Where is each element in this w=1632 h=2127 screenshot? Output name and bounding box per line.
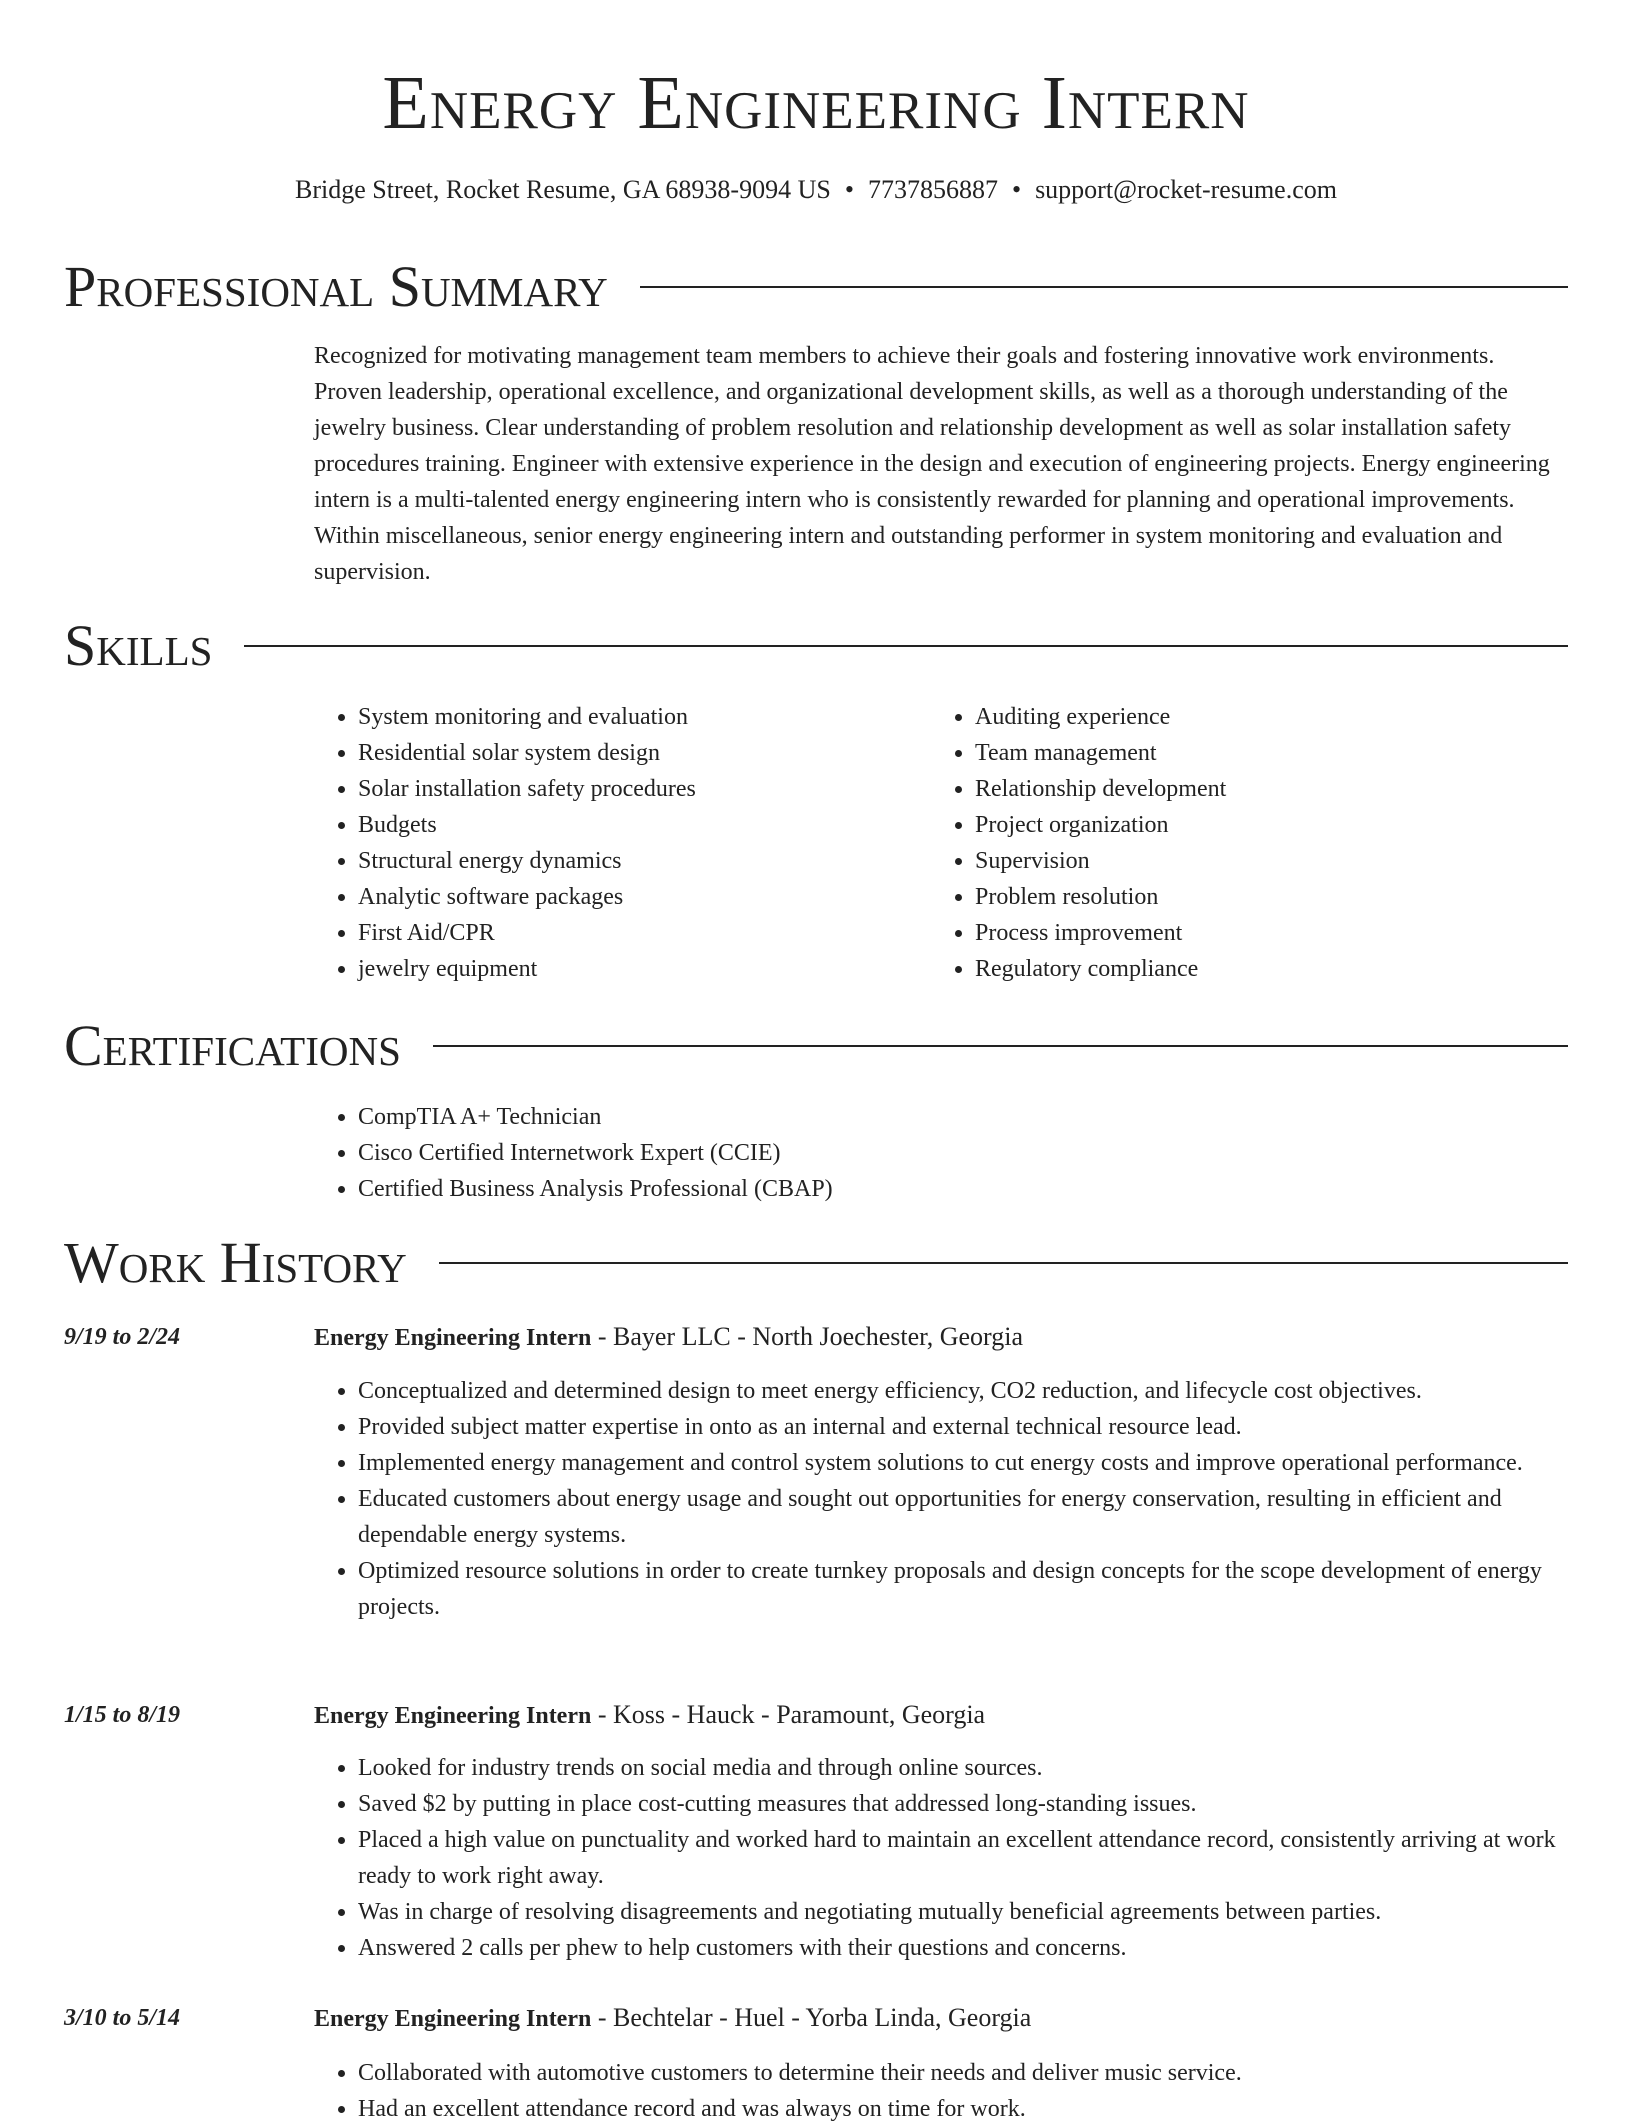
- skill-item: • jewelry equipment: [358, 951, 894, 987]
- job-role: Energy Engineering Intern: [314, 2006, 592, 2032]
- email: support@rocket-resume.com: [1035, 175, 1337, 204]
- skill-item: • Project organization: [975, 807, 1511, 843]
- section-title: Professional Summary: [64, 254, 608, 319]
- job-bullets: [314, 2055, 1568, 2127]
- contact-line: [0, 172, 1632, 208]
- section-title: Work History: [64, 1230, 407, 1295]
- skill-item: • Auditing experience: [975, 699, 1511, 735]
- address: Bridge Street, Rocket Resume, GA 68938-9094 US: [295, 175, 831, 204]
- skill-item: • System monitoring and evaluation: [358, 699, 894, 735]
- job-employer: - Bechtelar - Huel - Yorba Linda, Georgia: [591, 2003, 1032, 2032]
- certification-item: • Certified Business Analysis Professional (CBAP): [358, 1171, 1514, 1207]
- job-role: Energy Engineering Intern: [314, 1325, 592, 1351]
- job-heading: [314, 1319, 1568, 1356]
- separator: •: [844, 175, 854, 204]
- job-heading: [314, 2000, 1568, 2037]
- job-bullets: [314, 1750, 1568, 1966]
- certification-item: • CompTIA A+ Technician: [358, 1099, 1514, 1135]
- job-bullet: • Provided subject matter expertise in onto as an internal and external technical resource lead.: [358, 1409, 1568, 1445]
- job-employer: - Koss - Hauck - Paramount, Georgia: [591, 1700, 986, 1729]
- job-bullet: • Looked for industry trends on social media and through online sources.: [358, 1750, 1568, 1786]
- skill-item: • Process improvement: [975, 915, 1511, 951]
- skill-item: • Residential solar system design: [358, 735, 894, 771]
- resume-title: Energy Engineering Intern: [382, 61, 1250, 145]
- separator: •: [1011, 175, 1022, 204]
- section-header-work-history: [64, 1231, 1568, 1295]
- job-bullet: • Was in charge of resolving disagreements and negotiating mutually beneficial agreements between parties.: [358, 1894, 1568, 1930]
- section-rule: [433, 1045, 1568, 1047]
- job-bullet: • Collaborated with automotive customers to determine their needs and deliver music service.: [358, 2055, 1568, 2091]
- section-rule: [439, 1262, 1568, 1264]
- job-dates: 3/10 to 5/14: [64, 2005, 181, 2031]
- skills-column-right: [931, 699, 1511, 987]
- section-header-certifications: [64, 1014, 1568, 1078]
- skill-item: • Solar installation safety procedures: [358, 771, 894, 807]
- section-rule: [244, 645, 1568, 647]
- skill-item: • Regulatory compliance: [975, 951, 1511, 987]
- skill-item: • Structural energy dynamics: [358, 843, 894, 879]
- job-employer: - Bayer LLC - North Joechester, Georgia: [591, 1322, 1024, 1351]
- section-rule: [640, 286, 1568, 288]
- skill-item: • Supervision: [975, 843, 1511, 879]
- job-bullet: • Answered 2 calls per phew to help customers with their questions and concerns.: [358, 1930, 1568, 1966]
- job-heading: [314, 1697, 1568, 1734]
- job-bullet: • Had an excellent attendance record and was always on time for work.: [358, 2091, 1568, 2127]
- skill-item: • Team management: [975, 735, 1511, 771]
- certification-item: • Cisco Certified Internetwork Expert (CCIE): [358, 1135, 1514, 1171]
- phone: 7737856887: [867, 175, 998, 204]
- job-role: Energy Engineering Intern: [314, 1703, 592, 1729]
- skill-item: • Problem resolution: [975, 879, 1511, 915]
- summary-text: Recognized for motivating management team members to achieve their goals and fostering innovative work environments. Proven leadership, operational excellence, and organizational development skills, as well as a thorough understanding of the jewelry business. Clear understanding of problem resolution and relationship development as well as solar installation safety procedures training. Engineer with extensive experience in the design and execution of engineering projects. Energy engineering intern is a multi-talented energy engineering intern who is consistently rewarded for planning and operational improvements. Within miscellaneous, senior energy engineering intern and outstanding performer in system monitoring and evaluation and supervision.: [314, 343, 1550, 585]
- job-bullet: • Conceptualized and determined design to meet energy efficiency, CO2 reduction, and lifecycle cost objectives.: [358, 1373, 1568, 1409]
- job-bullet: • Placed a high value on punctuality and worked hard to maintain an excellent attendance record, consistently arriving at work ready to work right away.: [358, 1822, 1568, 1894]
- job-bullet: • Optimized resource solutions in order to create turnkey proposals and design concepts for the scope development of energy projects.: [358, 1553, 1568, 1625]
- skill-item: • Budgets: [358, 807, 894, 843]
- section-title: Certifications: [64, 1013, 401, 1078]
- job-bullet: • Saved $2 by putting in place cost-cutting measures that addressed long-standing issues.: [358, 1786, 1568, 1822]
- section-title: Skills: [64, 613, 213, 678]
- job-dates: 1/15 to 8/19: [64, 1702, 181, 1728]
- skill-item: • Relationship development: [975, 771, 1511, 807]
- certifications-list: [314, 1099, 1514, 1207]
- skill-item: • First Aid/CPR: [358, 915, 894, 951]
- job-bullet: • Educated customers about energy usage and sought out opportunities for energy conservation, resulting in efficient and dependable energy systems.: [358, 1481, 1568, 1553]
- job-bullet: • Implemented energy management and control system solutions to cut energy costs and improve operational performance.: [358, 1445, 1568, 1481]
- skills-column-left: [314, 699, 894, 987]
- job-bullets: [314, 1373, 1568, 1625]
- section-header-skills: [64, 614, 1568, 678]
- section-header-summary: [64, 255, 1568, 319]
- job-dates: 9/19 to 2/24: [64, 1324, 181, 1350]
- skill-item: • Analytic software packages: [358, 879, 894, 915]
